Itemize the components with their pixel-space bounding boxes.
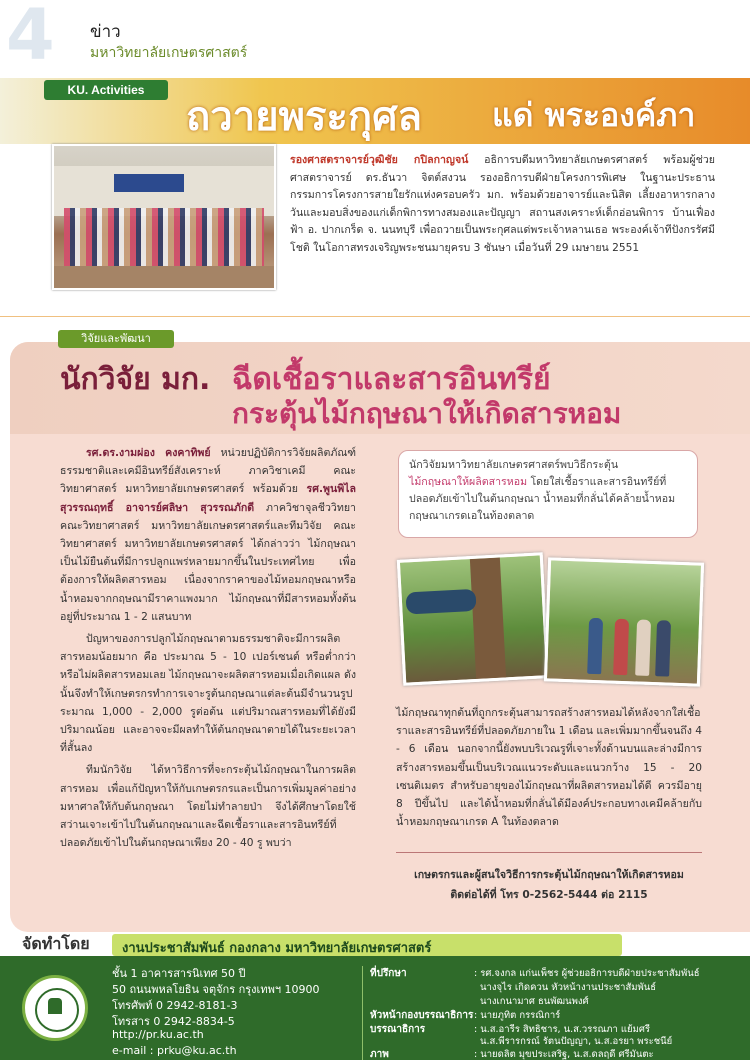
research-paragraph-1: [60, 444, 356, 626]
footer-address-2: 50 ถนนพหลโยธิน จตุจักร กรุงเทพฯ 10900: [112, 983, 320, 996]
advisor-line-2: นางจุไร เกิดควน หัวหน้างานประชาสัมพันธ์: [480, 982, 657, 993]
photo-stage-banner: [114, 174, 184, 192]
research-paragraph-2: ปัญหาของการปลูกไม้กฤษณาตามธรรมชาติจะมีการผลิตสารหอมน้อยมาก คือ ประมาณ 5 - 10 เปอร์เซนต์ หรือต่ำกว่าหรือไม่ผลิตสารหอมเลย ไม้กฤษณาจะผลิตสารหอมเมื่อเกิดแผล ดังนั้นจึงทำให้เกษตรกรทำการเจาะรูต้นกฤษณาแต่ละต้นมีจำนวนรูประมาณ 1,000 - 2,000 รูต่อต้น แต่ปริมาณสารหอมที่ได้ยังมีปริมาณน้อย และอาจจะมีผลทำให้ต้นกฤษณาตายได้ในระยะเวลาที่สั้นลง: [60, 633, 356, 755]
photo-person: [587, 618, 603, 674]
contact-divider: [396, 852, 702, 853]
article-activities-name: รองศาสตราจารย์วุฒิชัย กปิลกาญจน์: [290, 154, 469, 166]
research-p1-text-2: ภาควิชาจุลชีววิทยา คณะวิทยาศาสตร์ มหาวิทยาลัยเกษตรศาสตร์และทีมวิจัย คณะวิทยาศาสตร์ มหาวิทยาลัยเกษตรศาสตร์ ได้กล่าวว่า ไม้กฤษณาเป็นไม้ยืนต้นที่มีการปลูกแพร่หลายมากขึ้นในประเทศไทย เพื่อต้องการให้ผลิตสารหอม เนื่องจากราคาของไม้หอมกฤษณาหรือน้ำหอมจากกฤษณามีราคาแพงมาก ไม้กฤษณาที่มีสารหอมทั้งต้นอยู่ที่ประมาณ 1 - 2 แสนบาท: [60, 501, 356, 623]
contact-note: เกษตรกรและผู้สนใจวิธีการกระตุ้นไม้กฤษณาให้เกิดสารหอม: [414, 869, 684, 881]
research-tag: วิจัยและพัฒนา: [58, 330, 174, 348]
university-logo: [22, 975, 88, 1041]
banner-title-sub: แด่ พระองค์ภา: [492, 96, 696, 134]
research-title-a: นักวิจัย มก.: [60, 362, 211, 397]
header-section-label: ข่าว: [90, 22, 121, 42]
header-university-name: มหาวิทยาลัยเกษตรศาสตร์: [90, 45, 248, 61]
produced-by-label: จัดทำโดย: [22, 934, 90, 953]
photo-person: [613, 619, 629, 675]
editors-line-1: : น.ส.อารีร สิทธิชาร, น.ส.วรรณภา แย้มศรี: [474, 1024, 650, 1035]
research-paragraph-3: ทีมนักวิจัย ได้หาวิธีการที่จะกระตุ้นไม้กฤษณาในการผลิตสารหอม เพื่อแก้ปัญหาให้กับเกษตรกรและเป็นการเพิ่มมูลค่าอย่างมหาศาลให้กับต้นกฤษณา โดยไม่ทำลายป่า จึงได้ศึกษาโดยใช้สว่านเจาะเข้าไปในต้นกฤษณาและฉีดเชื้อราและสารอินทรีย์ที่ปลอดภัยเข้าไปในต้นกฤษณาเพียง 20 - 40 รู พบว่า: [60, 764, 356, 850]
tree-drilling-photo: [397, 552, 549, 685]
researchers-group-photo: [544, 557, 704, 686]
researcher-name-1: รศ.ดร.งามผ่อง คงคาทิพย์: [86, 447, 211, 459]
head-editor-label: หัวหน้ากองบรรณาธิการ: [370, 1010, 474, 1021]
research-title-b: ฉีดเชื้อราและสารอินทรีย์: [232, 362, 551, 397]
photo-person: [655, 620, 671, 676]
footer-web-link[interactable]: http://pr.ku.ac.th: [112, 1028, 204, 1041]
editors-line-2: น.ส.พีรารกรณ์ รัตนปัญญา, น.ส.อรยา พระชนีย์: [480, 1036, 673, 1047]
research-highlight-box: [398, 450, 698, 538]
footer-office-name: งานประชาสัมพันธ์ กองกลาง มหาวิทยาลัยเกษตรศาสตร์: [122, 941, 432, 956]
advisor-line-3: นางเกนามาศ ธนพัฒนพงศ์: [480, 996, 589, 1007]
research-title-c: กระตุ้นไม้กฤษณาให้เกิดสารหอม: [232, 397, 622, 430]
head-editor-line: : นายภูทิต กรรณิการ์: [474, 1010, 561, 1021]
footer-column-divider: [362, 966, 363, 1060]
advisor-line-1: : รศ.จงกล แก่นเพ็ชร ผู้ช่วยอธิการบดีฝ่ายประชาสัมพันธ์: [474, 968, 700, 979]
quote-text-2: โดยใส่เชื้อราและสารอินทรีย์ที่ปลอดภัยเข้าไปในต้นกฤษณา น้ำหอมที่กลั่นได้คล้ายน้ำหอมกฤษณาเกรดเอในท้องตลาด: [409, 476, 676, 522]
ku-activities-tag: KU. Activities: [44, 80, 168, 100]
photo-credit-line: : นายดลิต มุขประเสริฐ, น.ส.ดลฤดี ศรีมันตะ: [474, 1049, 654, 1060]
advisor-label: ที่ปรึกษา: [370, 968, 407, 979]
article-activities-body: [290, 152, 715, 257]
footer-email-link[interactable]: e-mail : prku@ku.ac.th: [112, 1044, 237, 1057]
group-photo: [52, 144, 276, 290]
editors-label: บรรณาธิการ: [370, 1024, 426, 1035]
researcher-name-2: รศ.พูนพิไล สุวรรณฤทธิ์ อาจารย์ศลิษา สุวรรณภักดี: [60, 483, 356, 514]
photo-floor: [54, 266, 274, 288]
banner-title-main: ถวายพระกุศล: [186, 94, 423, 140]
research-p1-text-1: หน่วยปฏิบัติการวิจัยผลิตภัณฑ์ธรรมชาติและเคมีอินทรีย์สังเคราะห์ ภาควิชาเคมี คณะวิทยาศาสตร์ มหาวิทยาลัยเกษตรศาสตร์ พร้อมด้วย: [60, 447, 356, 496]
photo-crowd: [64, 208, 264, 272]
research-article-column-2: ไม้กฤษณาทุกต้นที่ถูกกระตุ้นสามารถสร้างสารหอมได้หลังจากใส่เชื้อราและสารอินทรีย์ที่ปลอดภัยภายใน 1 เดือน และเพิ่มมากขึ้นจนถึง 4 - 6 เดือน นอกจากนี้ยังพบบริเวณรูที่เจาะทั้งด้านบนและล่างมีการสร้างสารหอมขึ้นเป็นบริเวณแนวระดับและแนวกว้าง 15 - 20 เซนติเมตร สำหรับอายุของไม้กฤษณาที่ผลิตสารหอมได้ดี ควรมีอายุ 8 ปีขึ้นไป และได้น้ำหอมที่กลั่นได้มีองค์ประกอบทางเคมีคล้ายกับน้ำหอมกฤษณาเกรด A ในท้องตลาด: [396, 707, 702, 829]
photo-arm-drilling: [406, 589, 477, 615]
footer-fax: โทรสาร 0 2942-8834-5: [112, 1015, 235, 1028]
footer-tel: โทรศัพท์ 0 2942-8181-3: [112, 999, 238, 1012]
contact-phone: ติดต่อได้ที่ โทร 0-2562-5444 ต่อ 2115: [450, 889, 648, 901]
footer-address-1: ชั้น 1 อาคารสารนิเทศ 50 ปี: [112, 967, 246, 980]
photo-tree-trunk: [470, 558, 506, 679]
quote-highlight: ไม้กฤษณาให้ผลิตสารหอม: [409, 476, 528, 488]
research-article-column-1: [60, 444, 356, 856]
article-activities-text: อธิการบดีมหาวิทยาลัยเกษตรศาสตร์ พร้อมผู้ช่วยศาสตราจารย์ ดร.ธันวา จิตต์สงวน รองอธิการบดีฝ่ายโครงการพิเศษ ในฐานะประธานกรรมการโครงการสายใยรักแห่งครอบครัว มก. พร้อมด้วยอาจารย์และนิสิต เลี้ยงอาหารกลางวันและมอบสิ่งของแก่เด็กพิการทางสมองและปัญญา สถานสงเคราะห์เด็กอ่อนพิการ บ้านเฟื่องฟ้า อ. ปากเกร็ด จ. นนทบุรี เพื่อถวายเป็นพระกุศลแด่พระเจ้าหลานเธอ พระองค์เจ้าทีปังกรรัศมีโชติ ในโอกาสทรงเจริญพระชนมายุครบ 3 ชันษา เมื่อวันที่ 29 เมษายน 2551: [290, 154, 715, 254]
quote-text-1: นักวิจัยมหาวิทยาลัยเกษตรศาสตร์พบวิธีกระตุ้น: [409, 459, 619, 471]
logo-emblem: [48, 998, 62, 1014]
page-number: 4: [6, 0, 55, 76]
photo-person: [635, 619, 651, 675]
section-divider: [0, 316, 750, 317]
photo-credit-label: ภาพ: [370, 1049, 389, 1060]
